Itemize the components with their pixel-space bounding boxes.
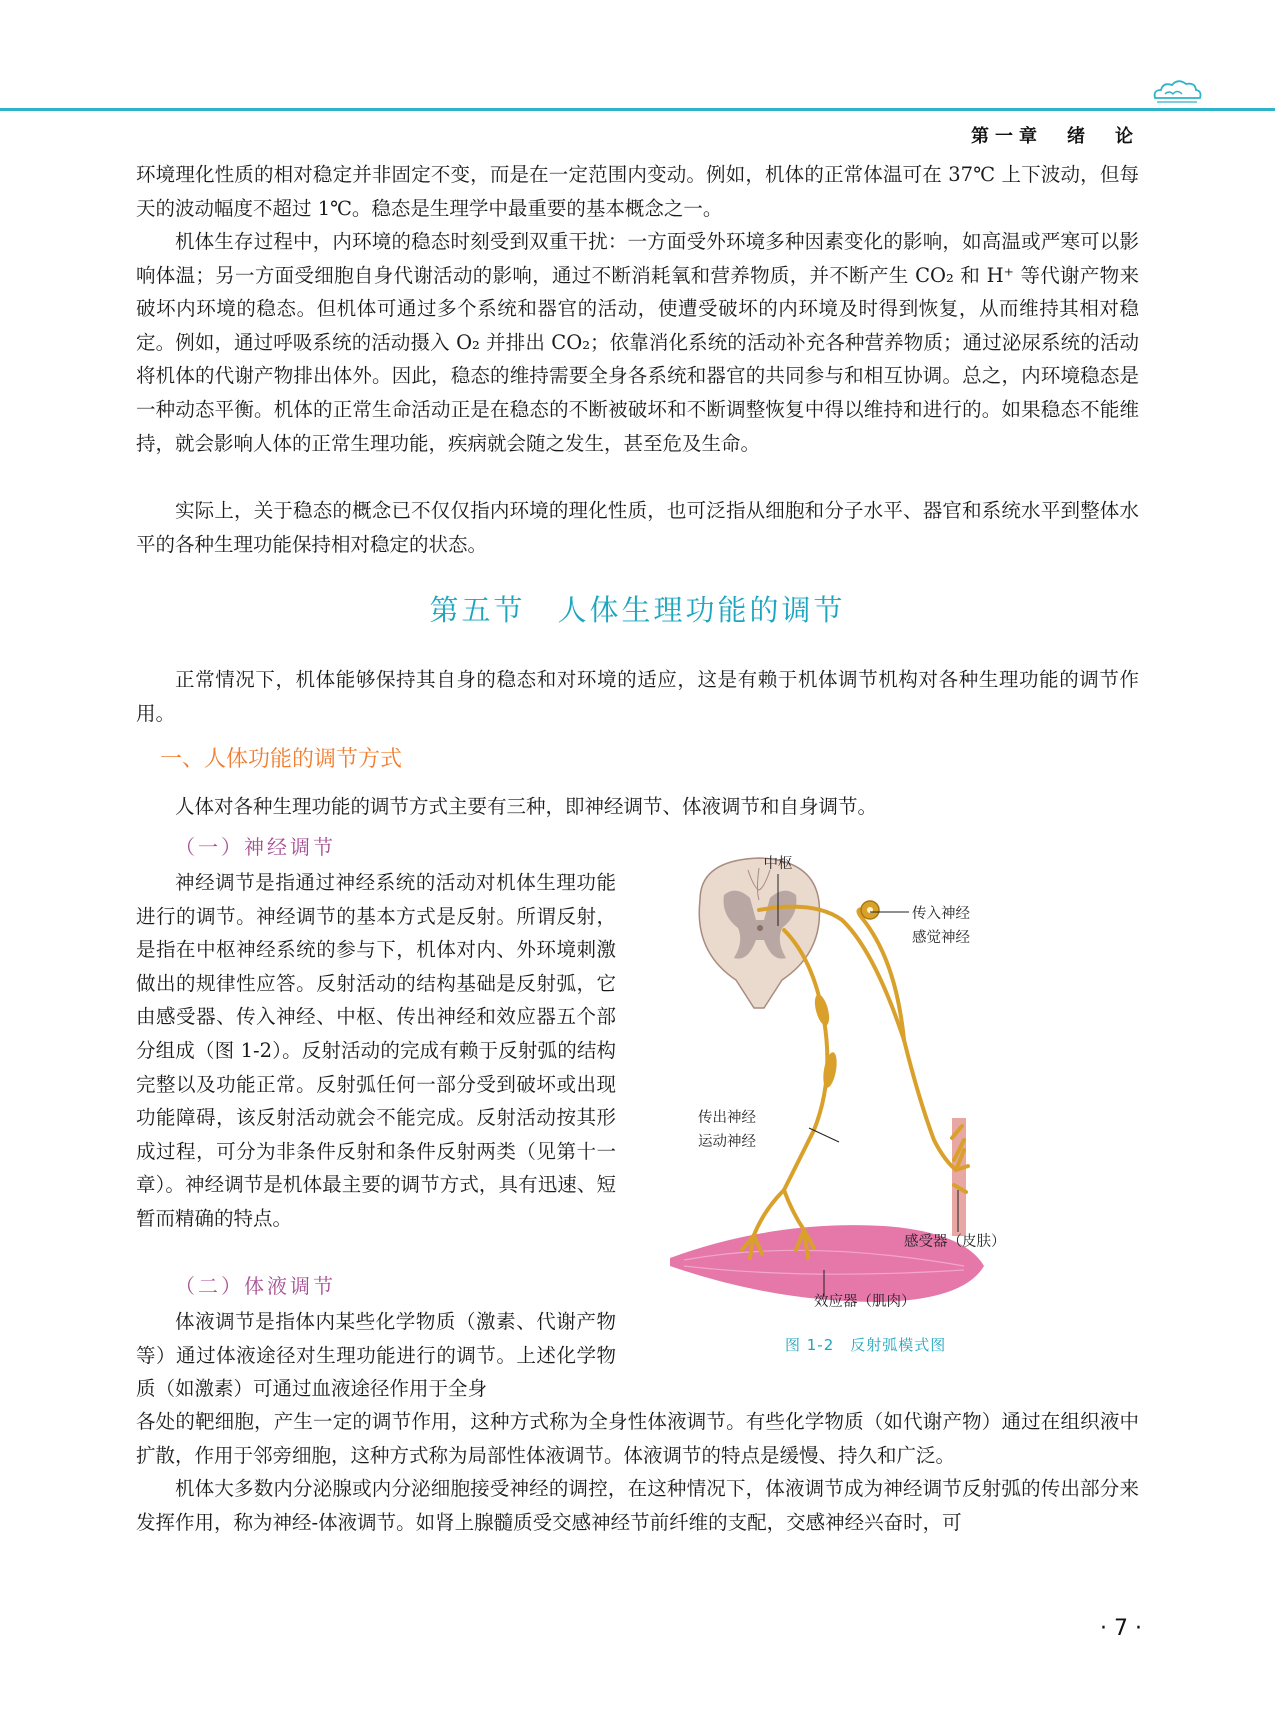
paragraph-three-modes: 人体对各种生理功能的调节方式主要有三种，即神经调节、体液调节和自身调节。	[175, 795, 878, 818]
label-efferent-nerve: 传出神经	[698, 1110, 756, 1126]
paragraph-humoral-regulation-a: 体液调节是指体内某些化学物质（激素、代谢产物等）通过体液途径对生理功能进行的调节。上述化学物质（如激素）可通过血液途径作用于全身	[136, 1310, 616, 1401]
page-number: · 7 ·	[1100, 1616, 1142, 1641]
label-effector: 效应器（肌肉）	[814, 1294, 916, 1310]
figure-caption: 图 1-2 反射弧模式图	[785, 1336, 947, 1354]
paragraph-homeostasis-concept: 实际上，关于稳态的概念已不仅仅指内环境的理化性质，也可泛指从细胞和分子水平、器官和系统水平到整体水平的各种生理功能保持相对稳定的状态。	[136, 499, 1139, 556]
paragraph-neuro-humoral: 机体大多数内分泌腺或内分泌细胞接受神经的调控，在这种情况下，体液调节成为神经调节反射弧的传出部分来发挥作用，称为神经-体液调节。如肾上腺髓质受交感神经节前纤维的支配，交感神经兴奋时，可	[136, 1477, 1139, 1534]
heading-regulation-modes: 一、人体功能的调节方式	[160, 747, 403, 772]
label-sensory-nerve: 感觉神经	[912, 930, 970, 946]
reflex-arc-figure	[664, 840, 1134, 1310]
chapter-header: 第一章 绪 论	[971, 126, 1139, 147]
label-receptor: 感受器（皮肤）	[904, 1234, 1006, 1250]
paragraph-homeostasis-range: 环境理化性质的相对稳定并非固定不变，而是在一定范围内变动。例如，机体的正常体温可在 37℃ 上下波动，但每天的波动幅度不超过 1℃。稳态是生理学中最重要的基本概念之一。	[136, 163, 1139, 220]
header-rule	[0, 108, 1275, 111]
label-afferent-nerve: 传入神经	[912, 906, 970, 922]
section-title: 第五节 人体生理功能的调节	[429, 593, 846, 627]
cloud-ornament-icon	[1151, 76, 1203, 106]
paragraph-homeostasis-disturbance: 机体生存过程中，内环境的稳态时刻受到双重干扰：一方面受外环境多种因素变化的影响，如高温或严寒可以影响体温；另一方面受细胞自身代谢活动的影响，通过不断消耗氧和营养物质，并不断产生 CO₂ 和 H⁺ 等代谢产物来破坏内环境的稳态。但机体可通过多个系统和器官的活动，使遭受破坏的内环境及时得到恢复，从而维持其相对稳定。例如，通过呼吸系统的活动摄入 O₂ 并排出 CO₂；依靠消化系统的活动补充各种营养物质；通过泌尿系统的活动将机体的代谢产物排出体外。因此，稳态的维持需要全身各系统和器官的共同参与和相互协调。总之，内环境稳态是一种动态平衡。机体的正常生命活动正是在稳态的不断被破坏和不断调整恢复中得以维持和进行的。如果稳态不能维持，就会影响人体的正常生理功能，疾病就会随之发生，甚至危及生命。	[136, 230, 1139, 455]
paragraph-neural-regulation: 神经调节是指通过神经系统的活动对机体生理功能进行的调节。神经调节的基本方式是反射。所谓反射，是指在中枢神经系统的参与下，机体对内、外环境刺激做出的规律性应答。反射活动的结构基础是反射弧，它由感受器、传入神经、中枢、传出神经和效应器五个部分组成（图 1-2）。反射活动的完成有赖于反射弧的结构完整以及功能正常。反射弧任何一部分受到破坏或出现功能障碍，该反射活动就会不能完成。反射活动按其形成过程，可分为非条件反射和条件反射两类（见第十一章）。神经调节是机体最主要的调节方式，具有迅速、短暂而精确的特点。	[136, 871, 616, 1230]
heading-humoral-regulation: （二）体液调节	[175, 1274, 336, 1298]
label-motor-nerve: 运动神经	[698, 1134, 756, 1150]
heading-neural-regulation: （一）神经调节	[175, 835, 336, 859]
spinal-cord-section	[699, 858, 819, 1008]
paragraph-humoral-regulation-b: 各处的靶细胞，产生一定的调节作用，这种方式称为全身性体液调节。有些化学物质（如代谢产物）通过在组织液中扩散，作用于邻旁细胞，这种方式称为局部性体液调节。体液调节的特点是缓慢、持久和广泛。	[136, 1410, 1139, 1467]
label-center: 中枢	[763, 856, 793, 872]
section-intro: 正常情况下，机体能够保持其自身的稳态和对环境的适应，这是有赖于机体调节机构对各种生理功能的调节作用。	[136, 668, 1139, 725]
